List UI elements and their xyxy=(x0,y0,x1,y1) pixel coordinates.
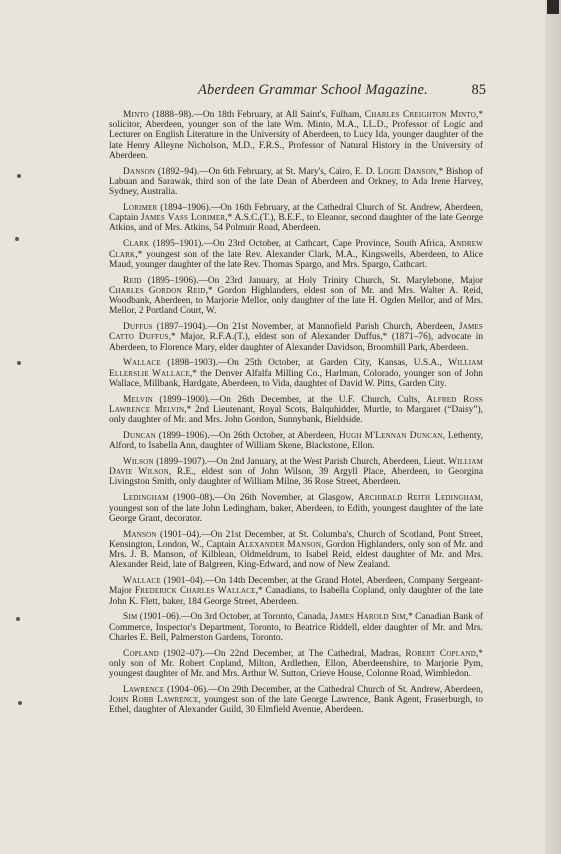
entry-surname: Lorimer xyxy=(123,203,158,213)
entry-full-name: James Catto Duffus xyxy=(109,322,483,343)
entry-clark xyxy=(109,239,483,270)
entry-surname: Sim xyxy=(123,612,138,623)
entry-full-name: Alfred Ross Lawrence Melvin xyxy=(109,394,484,415)
entry-text: , youngest son of the late George Lawrence, Bank Agent, Fraserburgh, to Ethel, daughter of Alexander Guild, 30 Elmfield Avenue, Aberdeen. xyxy=(109,695,483,716)
entry-surname: Melvin xyxy=(123,394,153,405)
entry-full-name: Archibald Reith Ledingham xyxy=(358,493,481,504)
entry-text: ,* A.S.C.(T.), B.E.F., to Eleanor, second daughter of the late George Atkins, and of Mrs. Atkins, 54 Polmuir Road, Aberdeen. xyxy=(109,213,484,234)
entry-full-name: Robert Copland xyxy=(405,648,476,659)
entry-text: , R.E., eldest son of John Wilson, 39 Argyll Place, Aberdeen, to Georgina Livingston Smith, only daughter of William Milne, 36 Rose Street, Aberdeen. xyxy=(109,467,483,488)
entry-text: (1904–06).—On 29th December, at the Cathedral Church of St. Andrew, Aberdeen, xyxy=(164,685,483,696)
entry-text: ,* 2nd Lieutenant, Royal Scots, Balquhidder, Murtle, to Margaret (“Daisy”), only daughter of Mr. and Mrs. John Gordon, Sunnybank, Bieldside. xyxy=(109,404,483,426)
entry-full-name: William Davie Wilson xyxy=(109,457,483,478)
entry-surname: Wallace xyxy=(123,576,161,587)
entry-duncan xyxy=(109,431,483,451)
entry-text: (1902–07).—On 22nd December, at The Cathedral, Madras, xyxy=(159,648,406,659)
entry-full-name: Charles Creighton Minto xyxy=(364,110,476,120)
entry-text: ,* youngest son of the late Rev. Alexander Clark, M.A., Kingswells, Aberdeen, to Alice Maud, younger daughter of the late Rev. Thomas Spargo, and Mrs. Spargo, Cathcart. xyxy=(109,249,483,270)
entry-lorimer xyxy=(109,203,483,234)
entry-surname: Danson xyxy=(123,166,156,177)
entry-text: (1901–06).—On 3rd October, at Toronto, Canada, xyxy=(137,612,330,623)
entry-full-name: Alexander Manson xyxy=(238,539,322,550)
entry-surname: Duncan xyxy=(123,430,156,441)
entry-surname: Minto xyxy=(123,110,149,120)
entry-full-name: James Vass Lorimer xyxy=(140,213,226,224)
entry-text: (1901–04).—On 21st December, at St. Columba's, Church of Scotland, Pont Street, Kensington, London, W., Captain xyxy=(109,529,483,550)
running-header xyxy=(110,82,486,100)
entry-text: ,* Canadian Bank of Commerce, Inspector's Department, Toronto, to Beatrice Riddell, elder daughter of Mr. and Mrs. Charles E. Bell, Palmerston Gardens, Toronto. xyxy=(109,612,483,643)
entry-text: ,* the Denver Alfalfa Milling Co., Harlman, Colorado, younger son of John Wallace, Millbank, Hardgate, Aberdeen, to Vida, daughter of David W. Pitts, Garden City. xyxy=(109,368,483,389)
entry-surname: Manson xyxy=(123,529,157,540)
margin-dot xyxy=(16,617,20,621)
entry-text: ,* Gordon Highlanders, eldest son of Mr. and Mrs. Walter A. Reid, Woodbank, Aberdeen, to Marjorie Mellor, only daughter of the late H. Ogden Mellor, and of Mrs. Mellor, 2 Portland Court, W. xyxy=(109,285,483,317)
entry-text: (1892–94).—On 6th February, at St. Mary's, Cairo, E. D. xyxy=(155,166,378,177)
entry-wallace-1 xyxy=(109,358,483,389)
entry-text: ,* solicitor, Aberdeen, younger son of the late Wm. Minto, M.A., LL.D., Professor of Logic and Lecturer on English Literature in the University of Aberdeen, to Lucy Ida, younger daughter of the late Henry Alleyne Nicholson, M.D., F.R.S., Professor of Natural History in the University of Aberdeen. xyxy=(109,110,483,161)
entry-copland xyxy=(109,649,483,680)
entry-text: (1897–1904).—On 21st November, at Mannofield Parish Church, Aberdeen, xyxy=(152,322,459,333)
entry-text: (1899–1900).—On 26th December, at the U.F. Church, Cults, xyxy=(152,394,427,405)
marriages-list xyxy=(109,110,483,721)
entry-text: (1899–1907).—On 2nd January, at the West Parish Church, Aberdeen, Lieut. xyxy=(153,457,449,468)
margin-dot xyxy=(18,701,22,705)
entry-full-name: John Robb Lawrence xyxy=(109,695,199,706)
entry-surname: Duffus xyxy=(123,322,153,333)
entry-text: ,* only son of Mr. Robert Copland, Milton, Ardlethen, Ellon, Aberdeenshire, to Marjorie Pym, youngest daughter of Mr. and Mrs. Arthur W. Sutton, Crieve House, Colonne Road, Wimbledon. xyxy=(109,648,483,680)
entry-text: , Gordon Highlanders, only son of Mr. and Mrs. J. B. Manson, of Kilblean, Oldmeldrum, to Isabel Reid, eldest daughter of Mr. and Mrs. Alexander Reid, late of Balgreen, King-Edward, and now of New Zealand. xyxy=(109,539,483,571)
entry-surname: Wallace xyxy=(123,358,161,369)
entry-text: (1898–1903).—On 25th October, at Garden City, Kansas, U.S.A., xyxy=(160,358,449,369)
page-edge xyxy=(545,0,561,854)
entry-surname: Copland xyxy=(123,648,160,659)
entry-lawrence xyxy=(109,685,483,716)
entry-text: (1894–1906).—On 16th February, at the Cathedral Church of St. Andrew, Aberdeen, Captain xyxy=(109,203,483,224)
entry-full-name: Hugh M'Lennan Duncan xyxy=(338,430,443,441)
entry-danson xyxy=(109,167,483,198)
entry-text: ,* Major, R.F.A.(T.), eldest son of Alexander Duffus,* (1871–76), advocate in Aberdeen, to Florence Mary, elder daughter of Alexander Davidson, Broomhill Park, Aberdeen. xyxy=(109,332,484,353)
entry-full-name: Logie Danson xyxy=(377,166,437,177)
entry-surname: Ledingham xyxy=(123,493,169,504)
entry-text: (1888–98).—On 18th February, at All Saint's, Fulham, xyxy=(148,110,365,120)
entry-text: ,* Bishop of Labuan and Sarawak, third son of the late Dean of Aberdeen and Orkney, to Ada Irene Harvey, Sydney, Australia. xyxy=(109,166,483,198)
entry-manson xyxy=(109,530,483,571)
entry-ledingham xyxy=(109,493,483,524)
entry-sim xyxy=(109,612,483,643)
page-number: 85 xyxy=(471,82,486,98)
margin-dot xyxy=(17,174,21,178)
entry-minto xyxy=(109,110,483,161)
entry-surname: Clark xyxy=(123,239,150,250)
entry-reid xyxy=(109,276,483,317)
margin-dot xyxy=(15,237,19,241)
entry-full-name: William Ellerslie Wallace xyxy=(109,358,483,379)
entry-surname: Wilson xyxy=(123,457,154,468)
entry-wilson xyxy=(109,457,483,488)
margin-dot xyxy=(17,361,21,365)
entry-text: ,* Canadians, to Isabella Copland, only daughter of the late John K. Flett, baker, 184 George Street, Aberdeen. xyxy=(109,586,483,607)
page-corner-mark xyxy=(547,0,559,14)
entry-full-name: James Harold Sim xyxy=(330,612,406,623)
entry-duffus xyxy=(109,322,483,353)
entry-wallace-2 xyxy=(109,576,483,607)
entry-text: , Lethenty, Alford, to Isabella Ann, daughter of William Skene, Blackstone, Ellon. xyxy=(109,430,483,452)
entry-full-name: Andrew Clark xyxy=(109,239,483,260)
entry-surname: Lawrence xyxy=(123,685,165,696)
entry-text: , youngest son of the late John Ledingham, baker, Aberdeen, to Edith, youngest daughter of the late George Grant, decorator. xyxy=(109,493,483,524)
entry-text: (1899–1906).—On 26th October, at Aberdeen, xyxy=(155,430,339,441)
entry-text: (1901–04).—On 14th December, at the Grand Hotel, Aberdeen, Company Sergeant-Major xyxy=(109,576,483,597)
entry-melvin xyxy=(109,395,483,426)
entry-text: (1900–08).—On 26th November, at Glasgow, xyxy=(168,493,359,504)
entry-full-name: Charles Gordon Reid xyxy=(109,285,206,296)
entry-surname: Reid xyxy=(123,275,142,286)
entry-full-name: Frederick Charles Wallace xyxy=(134,586,256,597)
magazine-title: Aberdeen Grammar School Magazine. xyxy=(198,82,428,98)
entry-text: (1895–1901).—On 23rd October, at Cathcart, Cape Province, South Africa, xyxy=(149,239,450,250)
entry-text: (1895–1906).—On 23rd January, at Holy Trinity Church, St. Marylebone, Major xyxy=(141,275,483,286)
